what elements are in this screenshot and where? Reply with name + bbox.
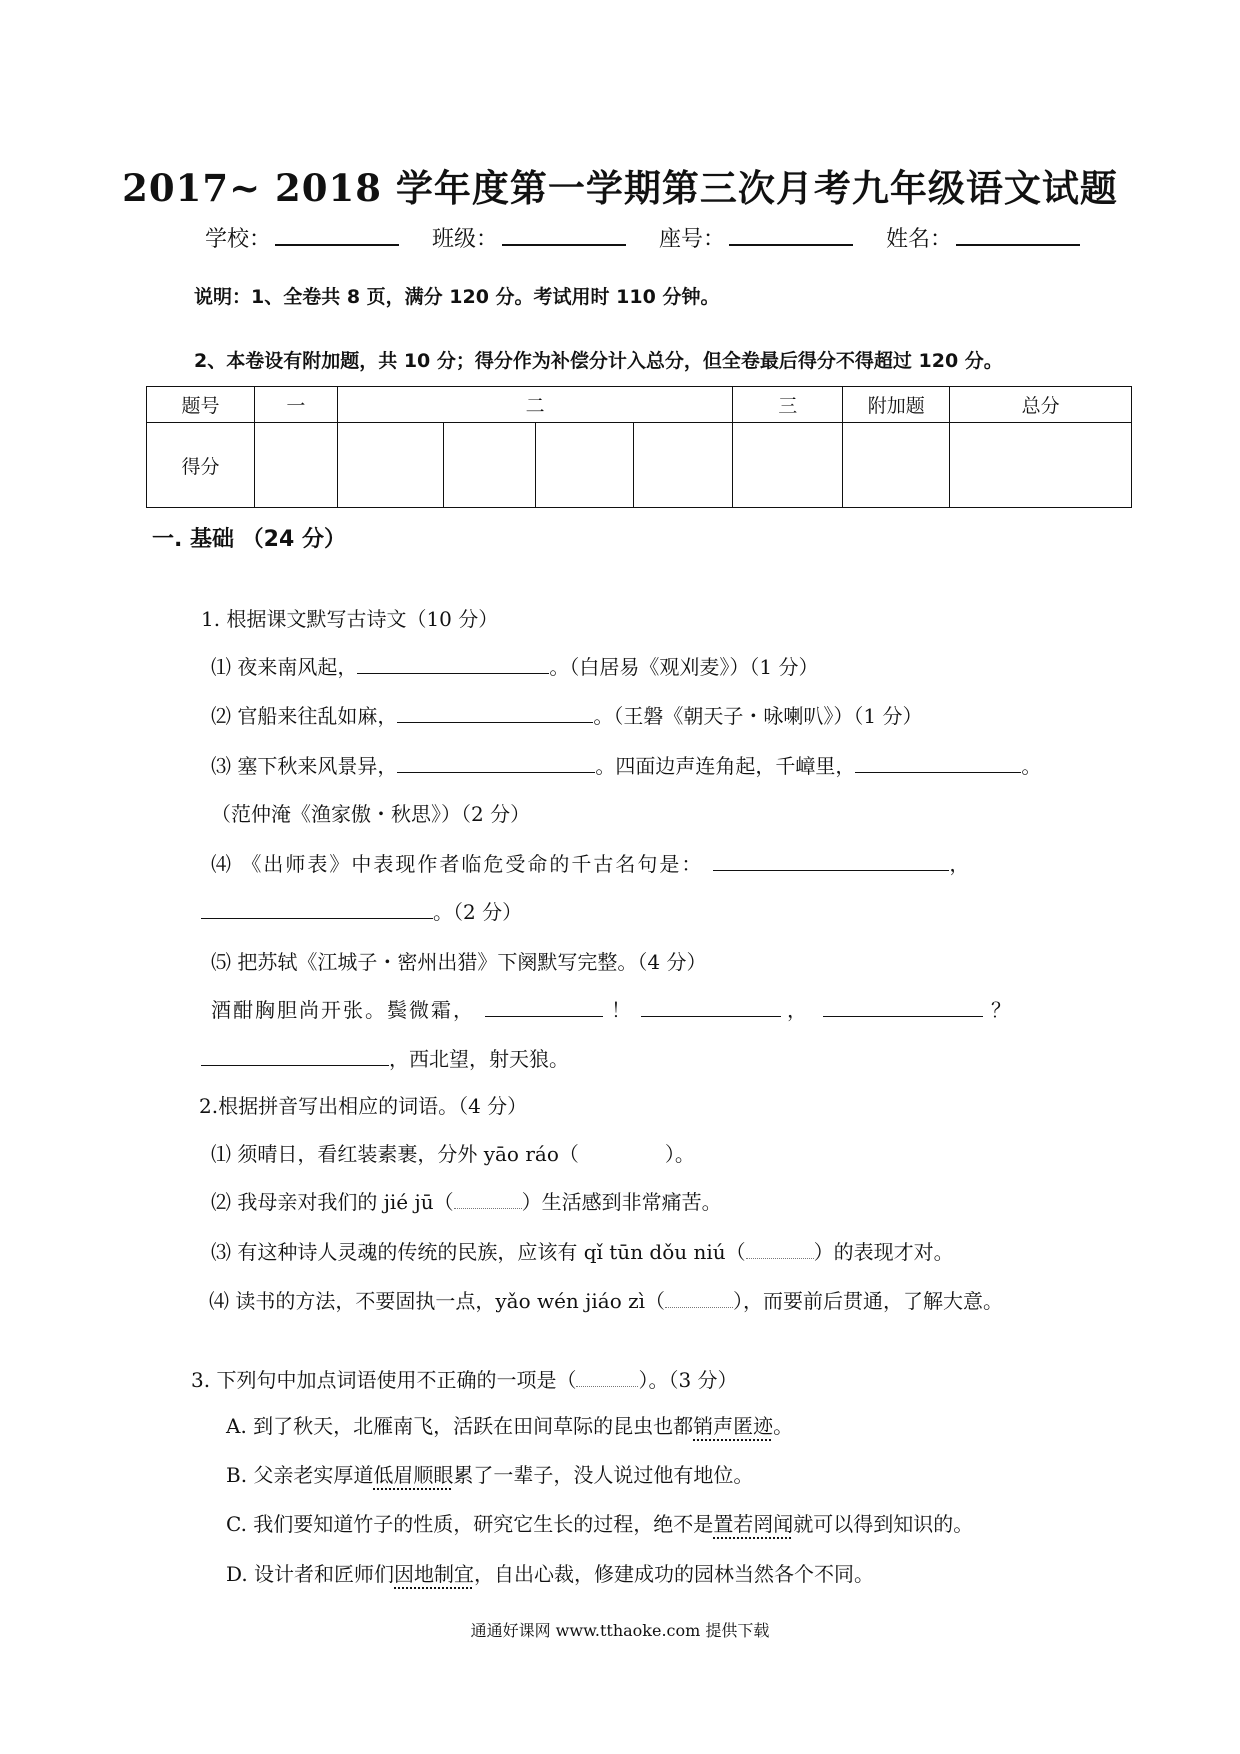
option-text: 累了一辈子，没人说过他有地位。 <box>453 1463 754 1487</box>
answer-blank[interactable] <box>746 1242 814 1259</box>
dotted-phrase: 置若罔闻 <box>713 1512 794 1536</box>
q2-title: 2.根据拼音写出相应的词语。（4 分） <box>199 1094 528 1118</box>
q3-option-b[interactable] <box>226 1459 753 1488</box>
header-question-no: 题号 <box>147 387 255 423</box>
score-cell[interactable] <box>535 423 634 508</box>
option-text: ，自出心裁，修建成功的园林当然各个不同。 <box>474 1562 875 1586</box>
q1-3-prefix: ⑶ 塞下秋来风景异， <box>211 754 398 778</box>
dotted-phrase: 销声匿迹 <box>693 1414 774 1438</box>
answer-blank[interactable] <box>485 998 603 1017</box>
option-text: B. 父亲老实厚道 <box>226 1463 374 1487</box>
q1-2-suffix: 。（王磐《朝天子・咏喇叭》）（1 分） <box>593 704 923 728</box>
option-text: D. 设计者和匠师们 <box>226 1562 395 1586</box>
answer-blank[interactable] <box>641 998 781 1017</box>
q2-item-3 <box>211 1236 954 1265</box>
q2-3-suffix: ）的表现才对。 <box>813 1240 954 1264</box>
score-cell[interactable] <box>254 423 337 508</box>
q1-4-comma: ， <box>949 852 972 876</box>
section-1-title: 一. 基础 （24 分） <box>152 527 346 552</box>
q1-item-2 <box>211 700 922 729</box>
option-text: 。 <box>773 1414 794 1438</box>
q3-option-c[interactable] <box>226 1508 973 1537</box>
score-cell[interactable] <box>843 423 950 508</box>
q1-3-source: （范仲淹《渔家傲・秋思》）（2 分） <box>211 802 531 826</box>
score-table <box>146 386 1132 508</box>
q1-5-question: ？ <box>991 998 1013 1022</box>
q1-3-middle: 。四面边声连角起，千嶂里， <box>595 754 856 778</box>
q2-4-suffix: ），而要前后贯通，了解大意。 <box>733 1289 1004 1313</box>
score-cell[interactable] <box>634 423 733 508</box>
q1-item-1 <box>211 651 818 680</box>
q1-item-5-line-2 <box>201 1043 569 1072</box>
dotted-phrase: 低眉顺眼 <box>373 1463 454 1487</box>
name-label: 姓名： <box>886 227 953 252</box>
q3-title <box>191 1364 738 1393</box>
q2-2-suffix: ）生活感到非常痛苦。 <box>521 1190 722 1214</box>
header-bonus: 附加题 <box>843 387 950 423</box>
q2-item-1 <box>211 1138 695 1167</box>
note-2: 2、本卷设有附加题，共 10 分；得分作为补偿分计入总分，但全卷最后得分不得超过 120 分。 <box>194 350 1003 372</box>
name-field[interactable] <box>956 224 1080 246</box>
q1-4-prefix: ⑷ 《出师表》中表现作者临危受命的千古名句是： <box>211 852 704 876</box>
dotted-phrase: 因地制宜 <box>394 1562 475 1586</box>
class-label: 班级： <box>432 227 499 252</box>
q2-3-prefix: ⑶ 有这种诗人灵魂的传统的民族，应该有 qǐ tūn dǒu niú（ <box>211 1240 746 1264</box>
option-text: A. 到了秋天，北雁南飞，活跃在田间草际的昆虫也都 <box>226 1414 694 1438</box>
q1-1-suffix: 。（白居易《观刈麦》）（1 分） <box>549 655 819 679</box>
answer-blank[interactable] <box>397 704 593 723</box>
answer-blank[interactable] <box>454 1192 522 1209</box>
school-label: 学校： <box>205 227 272 252</box>
school-field[interactable] <box>275 224 399 246</box>
header-part-2: 二 <box>337 387 733 423</box>
q2-2-prefix: ⑵ 我母亲对我们的 jié jū（ <box>211 1190 454 1214</box>
answer-blank[interactable] <box>823 998 983 1017</box>
q1-2-prefix: ⑵ 官船来往乱如麻， <box>211 704 398 728</box>
answer-blank[interactable] <box>201 900 433 919</box>
q1-3-end: 。 <box>1021 754 1042 778</box>
header-part-3: 三 <box>733 387 843 423</box>
q3-option-a[interactable] <box>226 1410 793 1439</box>
answer-blank[interactable] <box>357 655 549 674</box>
note-1: 说明：1、全卷共 8 页，满分 120 分。考试用时 110 分钟。 <box>194 286 720 308</box>
option-text: C. 我们要知道竹子的性质，研究它生长的过程，绝不是 <box>226 1512 714 1536</box>
score-cell[interactable] <box>950 423 1132 508</box>
q1-item-5-line-1 <box>211 994 1013 1023</box>
q1-5-comma: ， <box>787 998 809 1022</box>
q1-5-suffix: ，西北望，射天狼。 <box>389 1047 569 1071</box>
q1-item-4-cont <box>201 896 522 925</box>
class-field[interactable] <box>502 224 626 246</box>
answer-blank[interactable] <box>855 754 1021 773</box>
q1-item-4 <box>211 848 971 877</box>
q2-item-2 <box>211 1186 722 1215</box>
header-total: 总分 <box>950 387 1132 423</box>
footer-credit: 通通好课网 www.tthaoke.com 提供下载 <box>470 1621 770 1640</box>
score-cell[interactable] <box>733 423 843 508</box>
q2-4-prefix: ⑷ 读书的方法，不要固执一点，yǎo wén jiáo zì（ <box>209 1289 666 1313</box>
q2-1-prefix: ⑴ 须晴日，看红装素裹，分外 yāo ráo（ <box>211 1142 579 1166</box>
answer-blank[interactable] <box>665 1291 733 1308</box>
header-part-1: 一 <box>254 387 337 423</box>
answer-blank[interactable] <box>201 1047 389 1066</box>
answer-blank[interactable] <box>576 1370 638 1387</box>
option-text: 就可以得到知识的。 <box>793 1512 974 1536</box>
seat-label: 座号： <box>659 227 726 252</box>
exam-title: 2017~ 2018 学年度第一学期第三次月考九年级语文试题 <box>122 166 1118 210</box>
seat-field[interactable] <box>729 224 853 246</box>
row-score-label: 得分 <box>147 423 255 508</box>
q3-title-suffix: ）。（3 分） <box>638 1368 738 1392</box>
q1-4-suffix: 。（2 分） <box>433 900 523 924</box>
q2-1-suffix: ）。 <box>664 1142 695 1166</box>
q1-5-exclaim: ！ <box>611 998 633 1022</box>
q3-title-prefix: 3. 下列句中加点词语使用不正确的一项是（ <box>191 1368 577 1392</box>
answer-blank[interactable] <box>713 852 949 871</box>
q1-item-5: ⑸ 把苏轼《江城子・密州出猎》下阕默写完整。（4 分） <box>211 950 707 974</box>
q2-item-4 <box>209 1285 1003 1314</box>
q3-option-d[interactable] <box>226 1558 874 1587</box>
score-cell[interactable] <box>443 423 535 508</box>
q1-item-3 <box>211 750 1041 779</box>
q1-1-prefix: ⑴ 夜来南风起， <box>211 655 358 679</box>
q1-title: 1. 根据课文默写古诗文（10 分） <box>201 607 499 631</box>
score-cell[interactable] <box>337 423 443 508</box>
student-info <box>205 222 1080 253</box>
q1-5-prefix: 酒酣胸胆尚开张。鬓微霜， <box>211 998 475 1022</box>
answer-blank[interactable] <box>397 754 595 773</box>
